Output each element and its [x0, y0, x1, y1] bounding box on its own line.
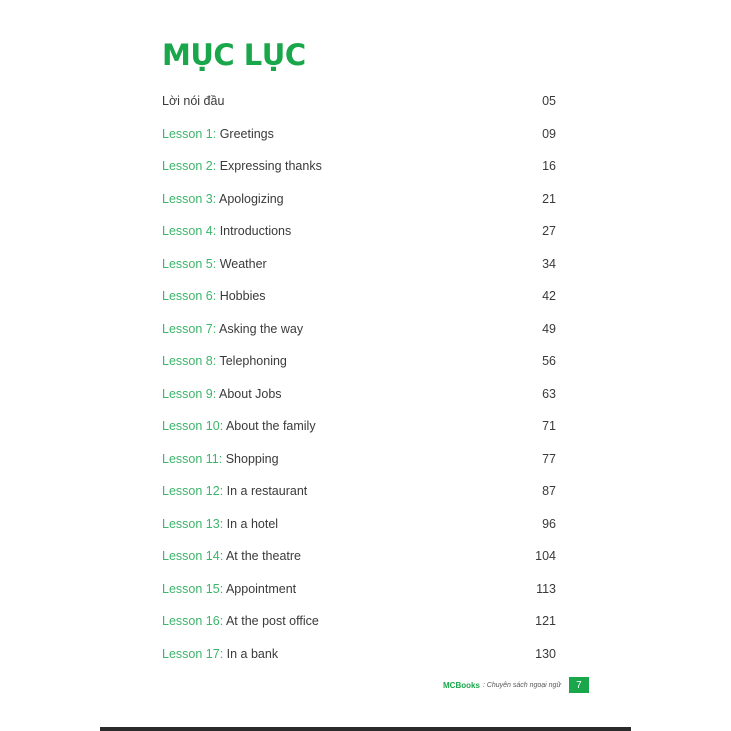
page-bottom-edge — [100, 727, 631, 731]
lesson-label: Lesson 11 — [162, 451, 219, 466]
lesson-separator: : — [212, 256, 220, 271]
lesson-separator: : — [218, 451, 226, 466]
toc-entry — [162, 540, 556, 573]
toc-page-number: 130 — [535, 646, 556, 661]
toc-entry-title — [162, 322, 303, 336]
toc-entry — [162, 183, 556, 216]
lesson-separator: : — [219, 516, 227, 531]
toc-page-number: 63 — [542, 386, 556, 401]
lesson-label: Lesson 1 — [162, 126, 213, 141]
toc-entry — [162, 378, 556, 411]
lesson-title: Weather — [219, 256, 267, 271]
lesson-title: In a hotel — [226, 516, 279, 531]
lesson-label: Lesson 16 — [162, 614, 220, 629]
toc-page-number: 21 — [542, 191, 556, 206]
lesson-title: About Jobs — [219, 386, 282, 401]
lesson-separator: : — [219, 484, 227, 499]
toc-entry — [162, 280, 556, 313]
toc-page-number: 42 — [542, 289, 556, 304]
lesson-separator: : — [219, 419, 226, 434]
lesson-title: Apologizing — [219, 191, 284, 206]
toc-entry-title — [162, 192, 284, 206]
toc-page-number: 49 — [542, 321, 556, 336]
toc-entry-title — [162, 354, 287, 368]
lesson-separator: : — [219, 614, 226, 629]
lesson-title: Hobbies — [219, 289, 266, 304]
toc-entry — [162, 573, 556, 606]
lesson-separator: : — [212, 191, 219, 206]
lesson-label: Lesson 4 — [162, 224, 213, 239]
lesson-separator: : — [212, 224, 220, 239]
lesson-title: Introductions — [219, 224, 292, 239]
toc-page-number: 34 — [542, 256, 556, 271]
lesson-title: Telephoning — [219, 354, 287, 369]
page-title: MỤC LỤC — [162, 38, 306, 72]
lesson-separator: : — [219, 581, 226, 596]
toc-entry — [162, 345, 556, 378]
lesson-label: Lesson 3 — [162, 191, 213, 206]
lesson-label: Lesson 17 — [162, 646, 220, 661]
toc-entry — [162, 638, 556, 671]
lesson-title: At the theatre — [225, 549, 302, 564]
toc-entry — [162, 85, 556, 118]
toc-page-number: 09 — [542, 126, 556, 141]
lesson-label: Lesson 9 — [162, 386, 213, 401]
toc-entry-title — [162, 419, 316, 433]
toc-page-number: 05 — [542, 94, 556, 109]
lesson-title: About the family — [225, 419, 316, 434]
toc-page-number: 56 — [542, 354, 556, 369]
toc-entry — [162, 313, 556, 346]
toc-entry — [162, 118, 556, 151]
toc-entry-title — [162, 452, 279, 466]
toc-entry-title — [162, 159, 322, 173]
toc-page-number: 96 — [542, 516, 556, 531]
toc-entry-title — [162, 614, 319, 628]
brand-logo: MCBooks — [443, 680, 480, 690]
lesson-label: Lesson 6 — [162, 289, 213, 304]
lesson-label: Lesson 15 — [162, 581, 220, 596]
toc-page-number: 27 — [542, 224, 556, 239]
lesson-label: Lesson 7 — [162, 321, 213, 336]
toc-entry — [162, 443, 556, 476]
toc-entry — [162, 475, 556, 508]
lesson-title: In a bank — [226, 646, 279, 661]
lesson-label: Lesson 2 — [162, 159, 213, 174]
lesson-separator: : — [219, 549, 226, 564]
toc-entry — [162, 248, 556, 281]
toc-page-number: 104 — [535, 549, 556, 564]
toc-entry-title — [162, 224, 291, 238]
toc-entry-title — [162, 127, 274, 141]
lesson-title: Asking the way — [219, 321, 304, 336]
toc-entry-title — [162, 94, 224, 108]
toc-entry — [162, 150, 556, 183]
lesson-separator: : — [212, 354, 220, 369]
lesson-title: Shopping — [225, 451, 279, 466]
toc-page-number: 87 — [542, 484, 556, 499]
lesson-label: Lesson 14 — [162, 549, 220, 564]
toc-page-number: 71 — [542, 419, 556, 434]
lesson-title: In a restaurant — [226, 484, 308, 499]
lesson-separator: : — [212, 289, 220, 304]
page-footer — [443, 677, 589, 693]
table-of-contents — [162, 85, 556, 670]
lesson-separator: : — [212, 321, 219, 336]
toc-entry-title — [162, 647, 278, 661]
lesson-separator: : — [212, 386, 219, 401]
toc-entry — [162, 410, 556, 443]
toc-entry-title — [162, 387, 282, 401]
lesson-title: At the post office — [225, 614, 319, 629]
brand-tagline: : Chuyên sách ngoại ngữ — [482, 681, 561, 689]
page-number: 7 — [569, 677, 589, 693]
lesson-label: Lesson 13 — [162, 516, 220, 531]
toc-entry-title — [162, 549, 301, 563]
lesson-title: Appointment — [225, 581, 297, 596]
toc-entry-title — [162, 484, 307, 498]
lesson-separator: : — [212, 159, 220, 174]
toc-entry — [162, 215, 556, 248]
toc-page-number: 16 — [542, 159, 556, 174]
toc-page-number: 121 — [535, 614, 556, 629]
lesson-separator: : — [219, 646, 227, 661]
toc-page-number: 113 — [536, 581, 556, 596]
lesson-label: Lesson 10 — [162, 419, 220, 434]
toc-entry-title — [162, 517, 278, 531]
toc-entry-title — [162, 289, 266, 303]
toc-entry-title — [162, 582, 296, 596]
toc-page-number: 77 — [542, 451, 556, 466]
lesson-separator: : — [212, 126, 220, 141]
toc-entry — [162, 508, 556, 541]
lesson-label: Lesson 12 — [162, 484, 220, 499]
toc-entry-title — [162, 257, 267, 271]
lesson-title: Greetings — [219, 126, 274, 141]
lesson-title: Lời nói đầu — [162, 94, 225, 109]
lesson-label: Lesson 8 — [162, 354, 213, 369]
toc-entry — [162, 605, 556, 638]
lesson-label: Lesson 5 — [162, 256, 213, 271]
lesson-title: Expressing thanks — [219, 159, 322, 174]
